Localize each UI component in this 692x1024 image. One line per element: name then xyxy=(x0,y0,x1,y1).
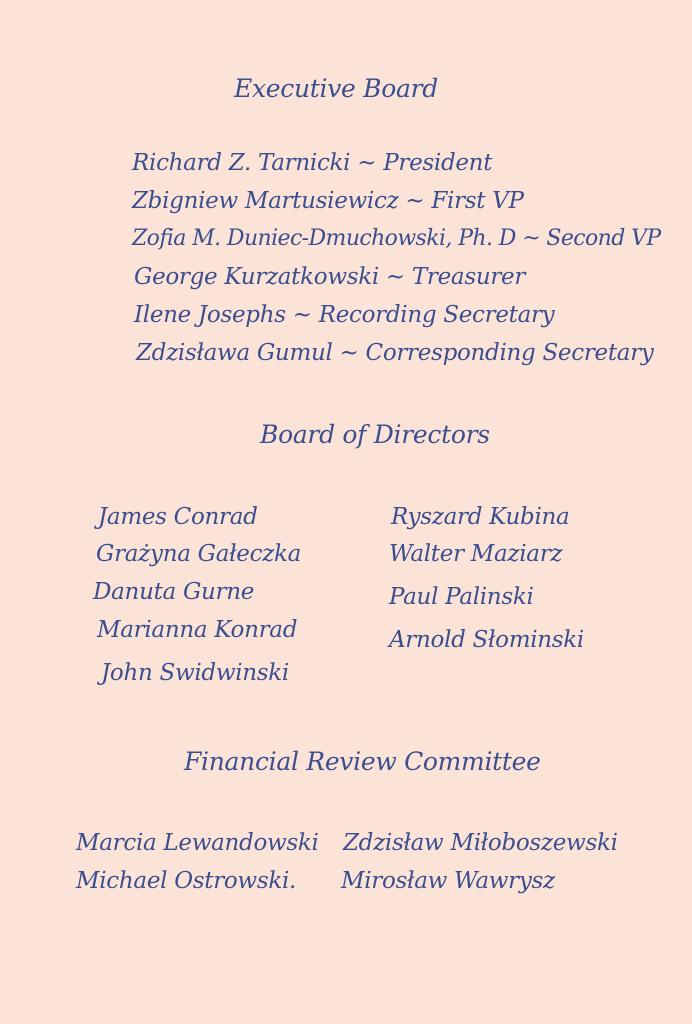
board-of-directors-heading: Board of Directors xyxy=(260,420,490,449)
director-name: Danuta Gurne xyxy=(93,579,255,605)
executive-board-member: Zdzisława Gumul ~ Corresponding Secretary xyxy=(136,340,654,366)
director-name: Ryszard Kubina xyxy=(391,504,570,530)
director-name: Marianna Konrad xyxy=(97,617,298,643)
director-name: James Conrad xyxy=(98,504,258,530)
executive-board-member: Richard Z. Tarnicki ~ President xyxy=(132,150,493,176)
director-name: Grażyna Gałeczka xyxy=(96,541,302,567)
committee-member-name: Mirosław Wawrysz xyxy=(341,868,555,894)
director-name: Paul Palinski xyxy=(389,584,534,610)
executive-board-heading: Executive Board xyxy=(234,74,438,103)
committee-member-name: Marcia Lewandowski xyxy=(76,830,319,856)
executive-board-member: Zbigniew Martusiewicz ~ First VP xyxy=(132,188,524,214)
committee-member-name: Michael Ostrowski. xyxy=(76,868,297,894)
director-name: John Swidwinski xyxy=(101,660,289,686)
executive-board-member: Zofia M. Duniec-Dmuchowski, Ph. D ~ Second VP xyxy=(132,226,661,251)
executive-board-member: George Kurzatkowski ~ Treasurer xyxy=(134,264,526,290)
director-name: Walter Maziarz xyxy=(389,541,563,567)
committee-member-name: Zdzisław Miłoboszewski xyxy=(343,830,618,856)
director-name: Arnold Słominski xyxy=(389,627,584,653)
executive-board-member: Ilene Josephs ~ Recording Secretary xyxy=(134,302,555,328)
financial-review-committee-heading: Financial Review Committee xyxy=(184,747,541,776)
